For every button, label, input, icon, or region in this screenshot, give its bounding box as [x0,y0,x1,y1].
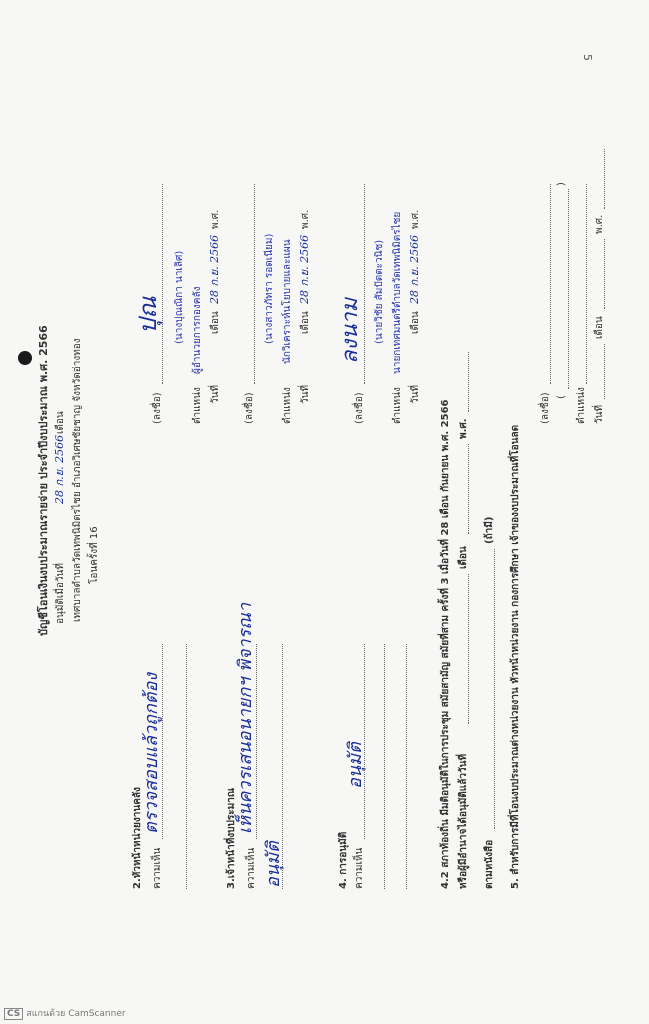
s5-name-parens-close: ) [556,182,567,186]
section-4-2-line2-label: หรือผู้มีอำนาจได้อนุมัติแล้ววันที่ [458,753,469,889]
s5-year-label: พ.ศ. [594,214,605,234]
sig3-date: 28 ก.ย. 2566 [408,234,421,304]
section-2-line [162,644,163,839]
sig2-year-label: พ.ศ. [300,209,311,229]
s5-position-label: ตำแหน่ง [576,387,587,424]
section-2-line-2 [186,644,187,889]
sig2-position-label: ตำแหน่ง [282,387,293,424]
section-4-2-month-line [468,444,469,534]
section-4-line [364,644,365,839]
sig1-position: ผู้อำนวยการกองคลัง [192,286,203,374]
header-approval-label: อนุมัติเมื่อวันที่ [55,563,66,624]
section-3-line-2 [282,644,283,889]
sig2-label: (ลงชื่อ) [244,392,255,424]
camscanner-text: สแกนด้วย CamScanner [26,1009,126,1019]
sig3-line [364,184,365,384]
sig3-label: (ลงชื่อ) [354,392,365,424]
sig3-month-label: เดือน [410,311,421,334]
section-2-opinion-label: ความเห็น [152,847,163,889]
s5-date-label: วันที่ [594,404,605,424]
doc-ref-label: ตามหนังสือ [484,839,495,889]
sig2-position: นักวิเคราะห์นโยบายและแผน [282,239,293,364]
section-5-line: 5. สำหรับการมีที่โอนงบประมาณต่างหน่วยงาน หัวหน้าหน่วยงาน กองการศึกษา เจ้าของงบประมาณที่โอนลด [510,424,521,889]
s5-sign-label: (ลงชื่อ) [540,392,551,424]
sig2-month-label: เดือน [300,311,311,334]
section-4-2-line1: 4.2 สภาท้องถิ่น มีมติอนุมัติในการประชุม สมัยสามัญ สมัยที่สาม ครั้งที่ 3 เมื่อวันที่ 28 เดือน กันยายน พ.ศ. 2566 [440,399,451,889]
section-3-opinion-label: ความเห็น [246,847,257,889]
header-title: บัญชีโอนเงินงบประมาณรายจ่าย ประจำปีงบประมาณ พ.ศ. 2566 [37,325,50,636]
sig1-month-label: เดือน [210,311,221,334]
s5-date-line [604,344,605,399]
s5-month-label: เดือน [594,316,605,339]
sig3-name: (นายวิชัย สัมปัตตะวนิช) [374,239,385,344]
section-3-line [256,644,257,839]
sig1-date-label: วันที่ [210,384,221,404]
sig1-line [162,184,163,384]
section-2-handwriting: ตรวจสอบแล้วถูกต้อง [141,672,162,834]
sig2-name: (นางสาวภัทรา รอดเนียม) [264,233,275,344]
doc-ref-line [494,549,495,829]
sig3-year-label: พ.ศ. [410,209,421,229]
section-3-handwriting-1: เห็นควรเสนอนายกฯ พิจารณา [235,602,256,834]
sig1-position-label: ตำแหน่ง [192,387,203,424]
section-4-2-year-line [468,352,469,412]
section-4-opinion-label: ความเห็น [354,847,365,889]
s5-position-line [586,184,587,384]
section-4-line-2 [384,644,385,889]
sig1-year-label: พ.ศ. [210,209,221,229]
header-office: เทศบาลตำบลวัดเทพนิมิตรไชย อำเภอวิเศษชัยชาญ จังหวัดอ่างทอง [72,338,83,622]
page-number: 5 [581,54,594,61]
sig3-signature: ลงนาม [338,297,363,364]
sig3-date-label: วันที่ [410,384,421,404]
s5-sign-line [550,184,551,384]
section-3-handwriting-2: อนุมัติ [263,841,284,888]
section-4-2-month-label: เดือน [458,546,469,569]
sig3-position: นายกเทศมนตรีตำบลวัดเทพนิมิตรไชย [392,211,403,374]
camscanner-watermark [4,1006,126,1020]
s5-year-line [604,149,605,209]
sig2-line [254,184,255,384]
doc-ref-suffix: (ถ้ามี) [484,516,495,544]
sig2-date: 28 ก.ย. 2566 [298,234,311,304]
section-4-line-3 [406,644,407,889]
section-4-handwriting: อนุมัติ [345,742,366,789]
sig1-label: (ลงชื่อ) [152,392,163,424]
sig1-signature: ปุณ [134,296,162,334]
header-transfer-no: โอนครั้งที่ 16 [89,526,100,584]
sig2-date-label: วันที่ [300,384,311,404]
header-approval-date: 28 ก.ย. 2566 [53,434,66,504]
s5-month-line [604,239,605,309]
s5-name-line [568,189,569,389]
section-4-title: 4. การอนุมัติ [338,831,349,889]
sig1-date: 28 ก.ย. 2566 [208,234,221,304]
section-3-title: 3.เจ้าหน้าที่งบประมาณ [226,787,237,889]
s5-name-parens: ( [556,395,567,399]
sig1-name: (นางปุณณิกา นาเลิศ) [174,250,185,344]
section-4-2-year-label: พ.ศ. [458,418,469,439]
sig3-position-label: ตำแหน่ง [392,387,403,424]
emblem-logo [18,351,32,365]
section-4-2-date-line [468,574,469,724]
camscanner-badge: CS [4,1008,23,1020]
header-month-label: เดือน [55,411,66,434]
section-2-title: 2.หัวหน้าหน่วยงานคลัง [132,787,143,889]
